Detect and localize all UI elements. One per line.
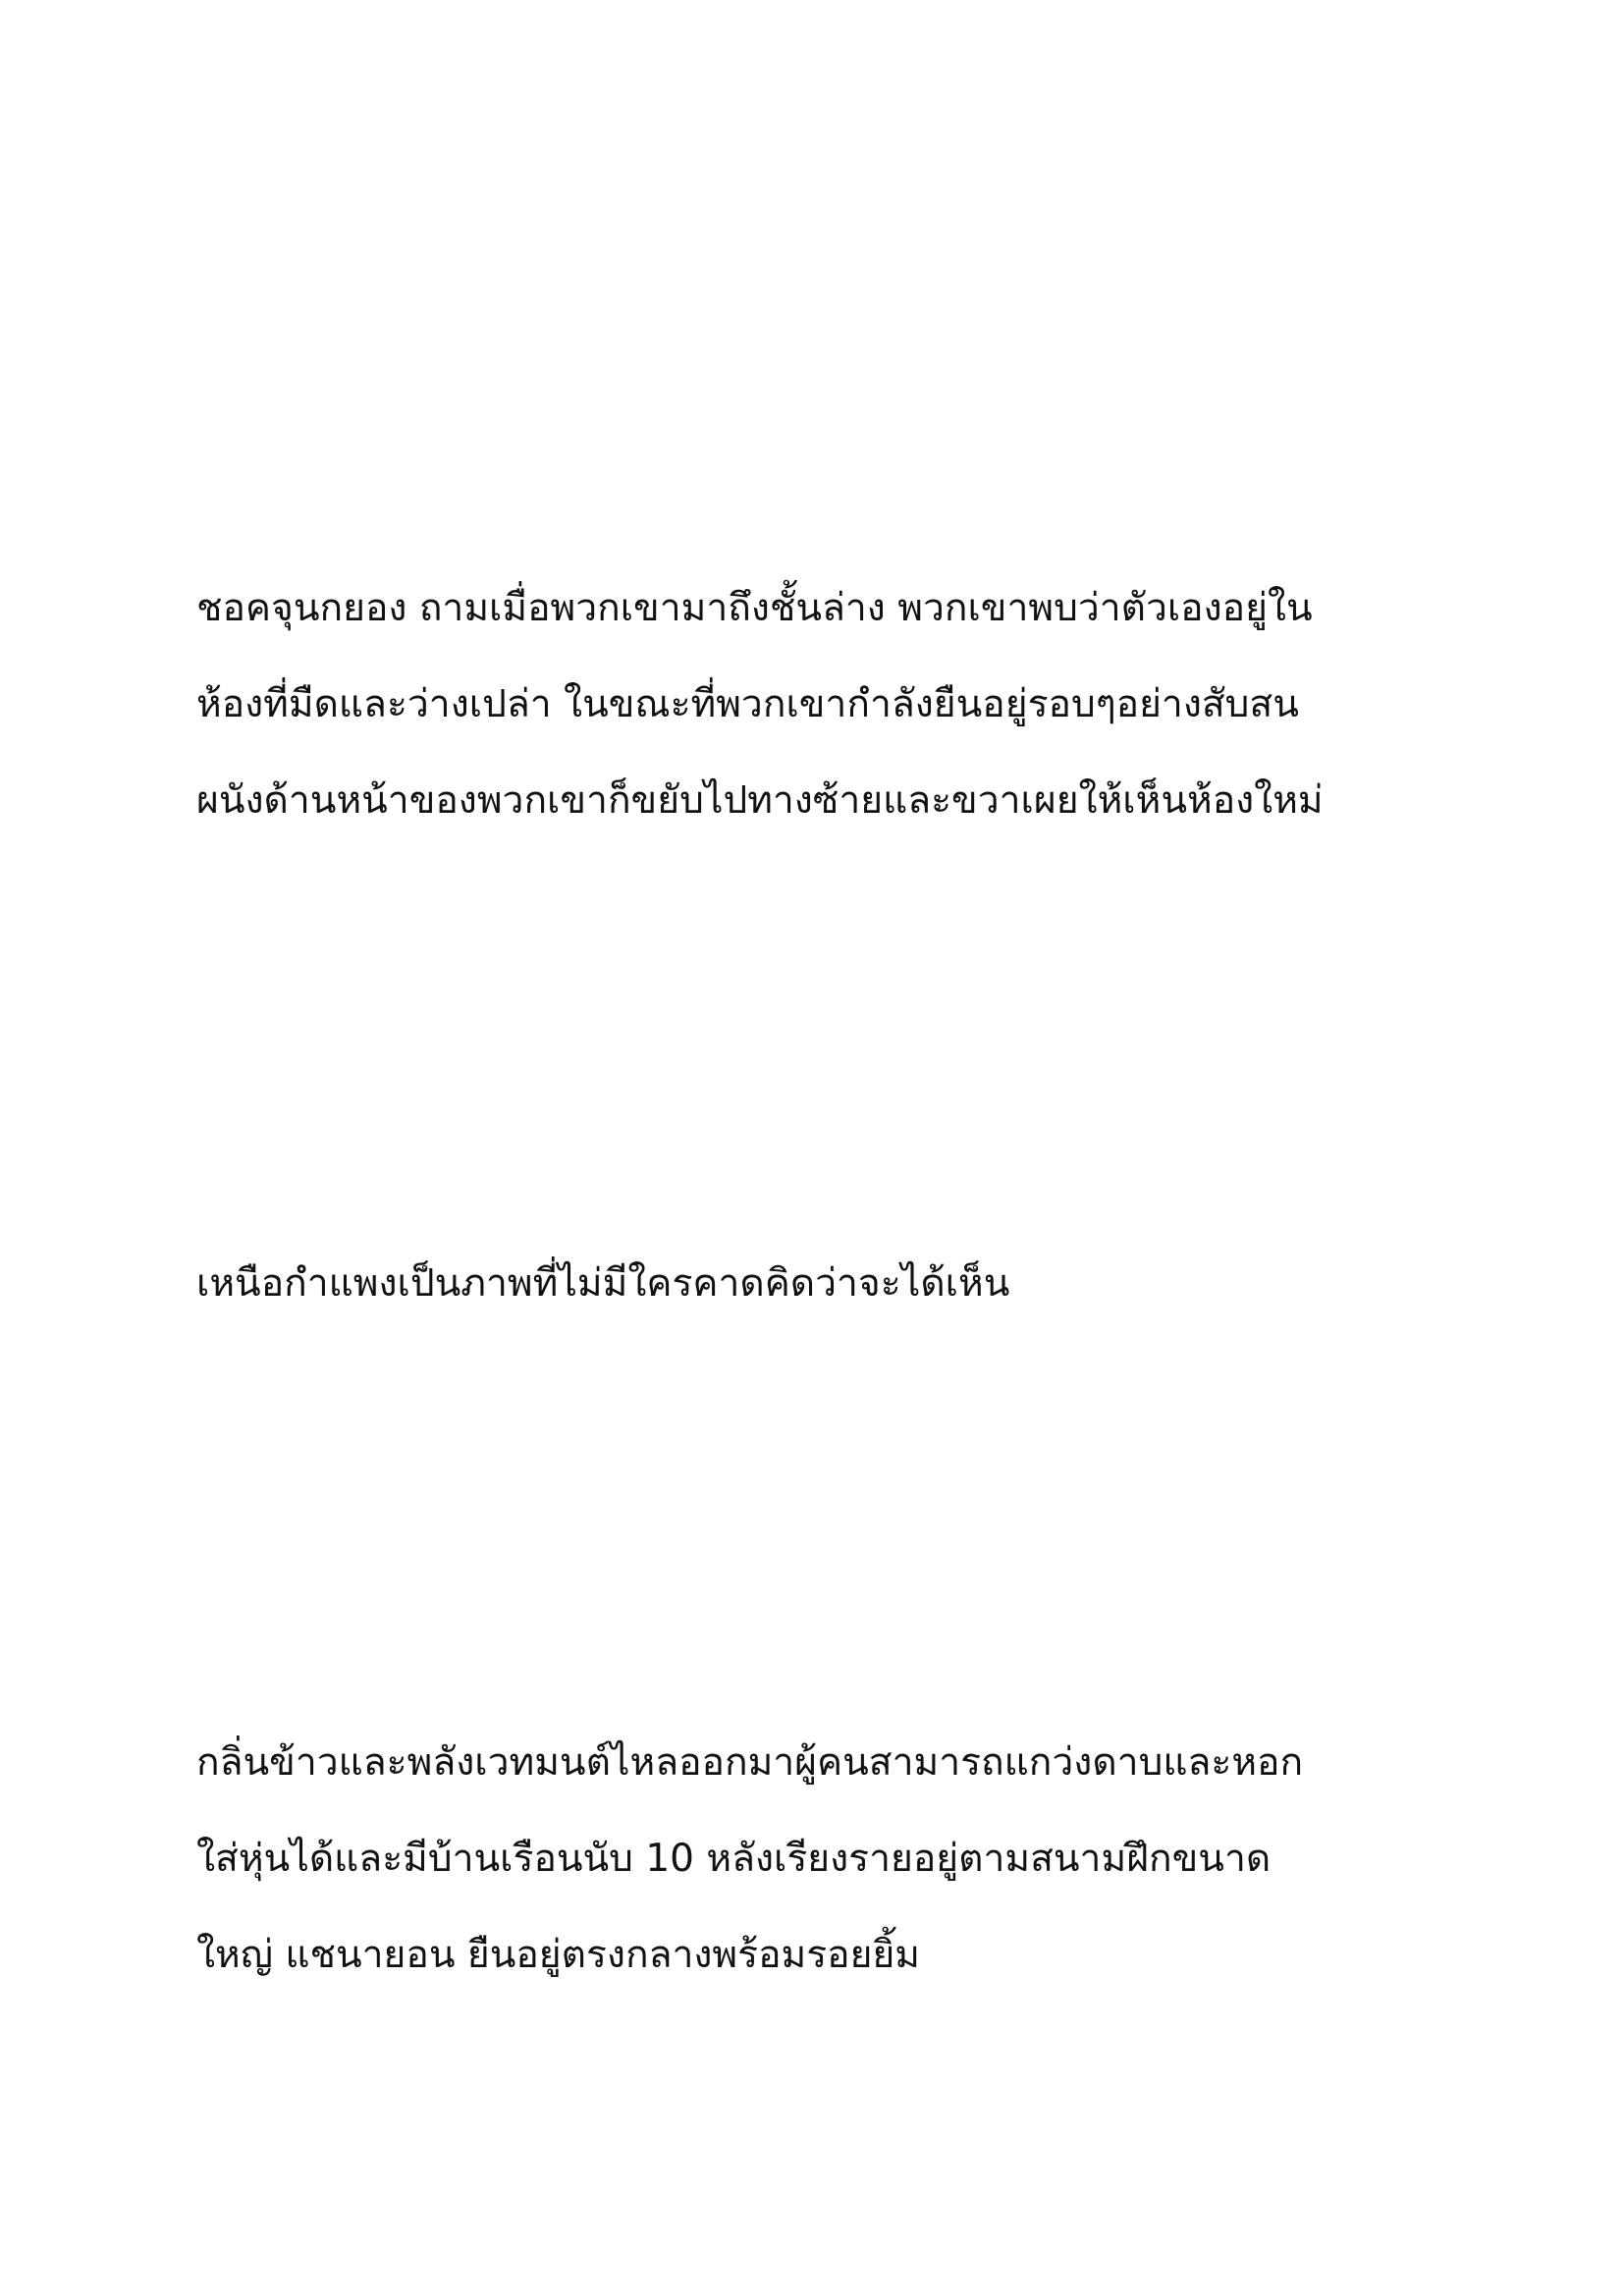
paragraph-1	[196, 577, 1434, 866]
paragraph-line: ชอคจุนกยอง ถามเมื่อพวกเขามาถึงชั้นล่าง พวกเขาพบว่าตัวเองอยู่ใน	[196, 586, 1313, 630]
paragraph-line: ผนังด้านหน้าของพวกเขาก็ขยับไปทางซ้ายและขวาเผยให้เห็นห้องใหม่	[196, 778, 1324, 823]
paragraph-line: เหนือกำแพงเป็นภาพที่ไม่มีใครคาดคิดว่าจะได้เห็น	[196, 1261, 1010, 1306]
paragraph-2	[196, 1253, 1434, 1315]
paragraph-line: กลิ่นข้าวและพลังเวทมนต์ไหลออกมาผู้คนสามารถแกว่งดาบและหอก	[196, 1740, 1304, 1785]
paragraph-3	[196, 1732, 1434, 2020]
paragraph-line: ห้องที่มืดและว่างเปล่า ในขณะที่พวกเขากำลังยืนอยู่รอบๆอย่างสับสน	[196, 682, 1299, 726]
paragraph-line: ใหญ่ แชนายอน ยืนอยู่ตรงกลางพร้อมรอยยิ้ม	[196, 1933, 921, 1977]
paragraph-line: ใส่หุ่นได้และมีบ้านเรือนนับ 10 หลังเรียงรายอยู่ตามสนามฝึกขนาด	[196, 1837, 1272, 1881]
